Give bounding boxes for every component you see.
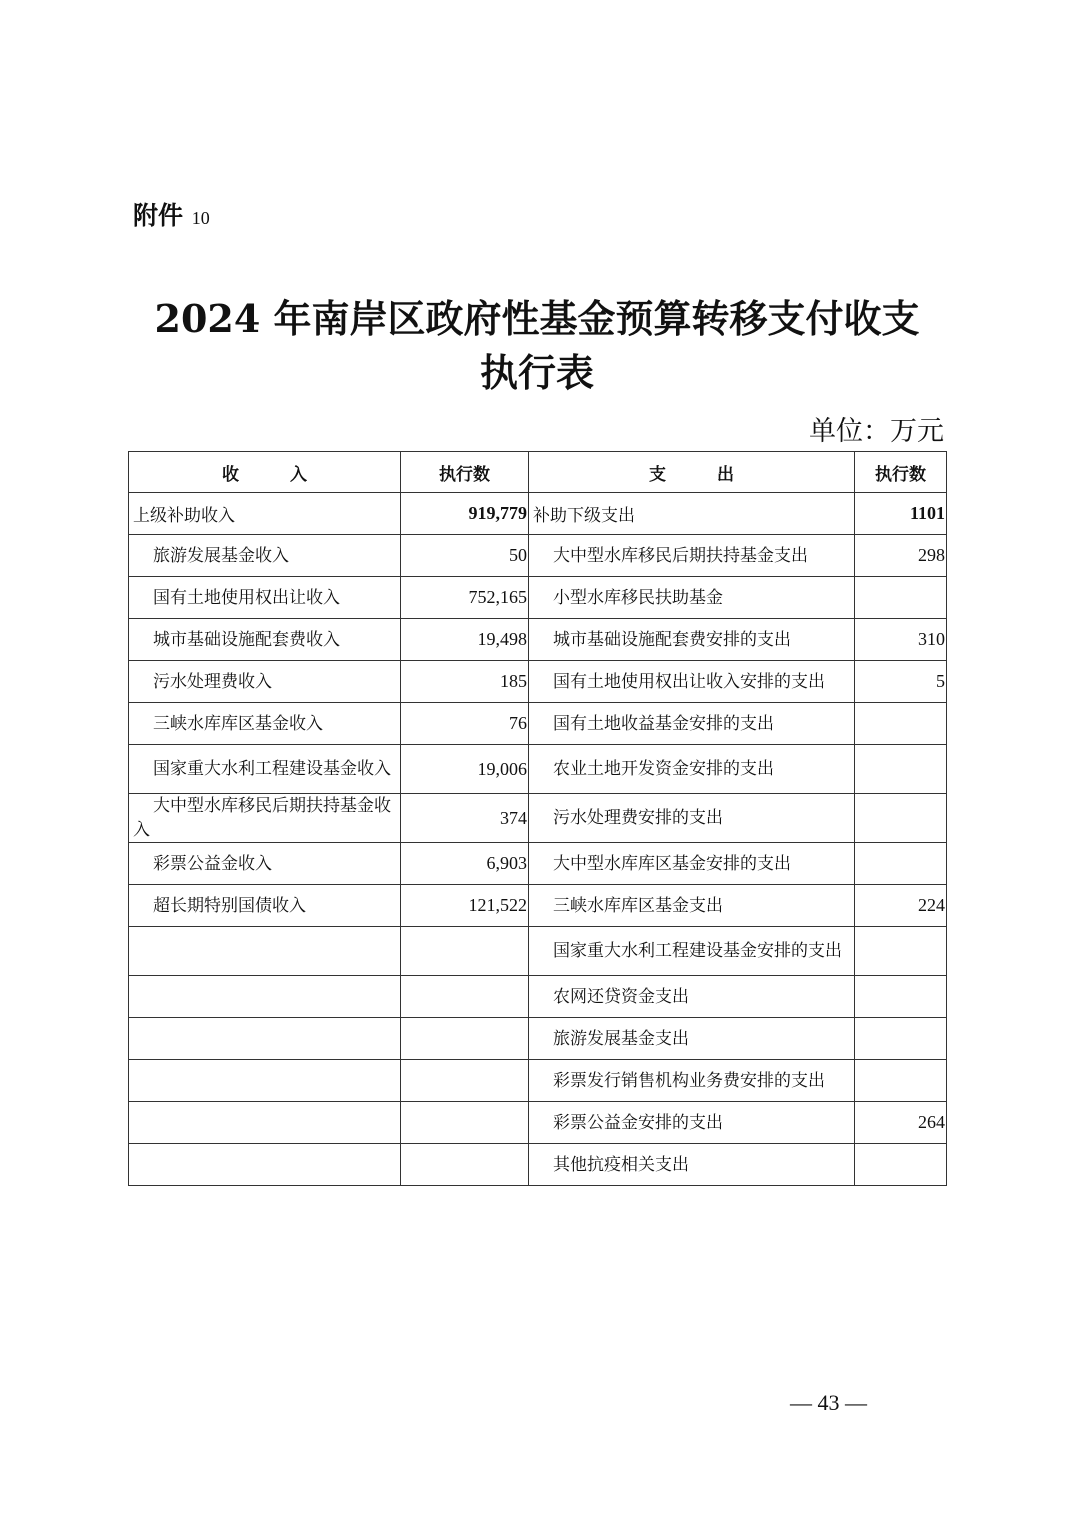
table-row — [129, 577, 947, 619]
table-row — [129, 1102, 947, 1144]
expense-cell: 彩票发行销售机构业务费安排的支出 — [529, 1060, 855, 1102]
unit-label: 单位：万元 — [809, 416, 944, 447]
header-expense: 支 出 — [529, 452, 855, 493]
income-cell — [129, 1060, 401, 1102]
table-row — [129, 794, 947, 843]
income-cell: 超长期特别国债收入 — [129, 885, 401, 927]
expense-amount-cell: 224 — [855, 885, 947, 927]
expense-amount-cell: 264 — [855, 1102, 947, 1144]
expense-cell: 农网还贷资金支出 — [529, 976, 855, 1018]
expense-cell: 大中型水库移民后期扶持基金支出 — [529, 535, 855, 577]
income-amount-cell: 752,165 — [401, 577, 529, 619]
income-cell: 大中型水库移民后期扶持基金收入 — [129, 794, 401, 843]
page-number: — 43 — — [790, 1390, 867, 1415]
expense-amount-cell — [855, 843, 947, 885]
income-amount-cell: 19,498 — [401, 619, 529, 661]
income-amount-cell — [401, 1060, 529, 1102]
expense-amount-cell — [855, 577, 947, 619]
attachment-label-text: 附件 — [133, 201, 184, 230]
expense-amount-cell — [855, 745, 947, 794]
income-amount-cell: 121,522 — [401, 885, 529, 927]
expense-cell: 城市基础设施配套费安排的支出 — [529, 619, 855, 661]
expense-amount-cell: 310 — [855, 619, 947, 661]
table-row — [129, 661, 947, 703]
expense-cell: 其他抗疫相关支出 — [529, 1144, 855, 1186]
income-amount-cell: 76 — [401, 703, 529, 745]
table-row — [129, 843, 947, 885]
income-cell: 上级补助收入 — [129, 493, 401, 535]
expense-amount-cell — [855, 1060, 947, 1102]
income-amount-cell: 919,779 — [401, 493, 529, 535]
income-cell: 旅游发展基金收入 — [129, 535, 401, 577]
income-cell — [129, 1018, 401, 1060]
expense-cell: 补助下级支出 — [529, 493, 855, 535]
expense-cell: 国有土地收益基金安排的支出 — [529, 703, 855, 745]
title-line-2: 执行表 — [479, 350, 594, 395]
expense-cell: 农业土地开发资金安排的支出 — [529, 745, 855, 794]
expense-cell: 旅游发展基金支出 — [529, 1018, 855, 1060]
table-row — [129, 703, 947, 745]
expense-amount-cell: 5 — [855, 661, 947, 703]
income-amount-cell: 19,006 — [401, 745, 529, 794]
income-cell: 城市基础设施配套费收入 — [129, 619, 401, 661]
expense-amount-cell — [855, 1018, 947, 1060]
expense-amount-cell — [855, 927, 947, 976]
income-amount-cell: 185 — [401, 661, 529, 703]
table-row — [129, 535, 947, 577]
table-row — [129, 1060, 947, 1102]
header-expense-amount: 执行数 — [855, 452, 947, 493]
expense-cell: 大中型水库库区基金安排的支出 — [529, 843, 855, 885]
expense-cell: 污水处理费安排的支出 — [529, 794, 855, 843]
table-row — [129, 927, 947, 976]
expense-amount-cell — [855, 703, 947, 745]
table-row — [129, 885, 947, 927]
income-cell — [129, 1102, 401, 1144]
income-amount-cell — [401, 1018, 529, 1060]
income-amount-cell: 6,903 — [401, 843, 529, 885]
table-row — [129, 1018, 947, 1060]
header-income-amount: 执行数 — [401, 452, 529, 493]
table-row — [129, 745, 947, 794]
expense-amount-cell — [855, 794, 947, 843]
budget-table — [128, 451, 947, 1186]
income-amount-cell — [401, 976, 529, 1018]
income-cell — [129, 927, 401, 976]
table-header-row — [129, 452, 947, 493]
attachment-label — [133, 196, 211, 232]
expense-amount-cell — [855, 976, 947, 1018]
table-row — [129, 493, 947, 535]
expense-amount-cell: 298 — [855, 535, 947, 577]
expense-cell: 国有土地使用权出让收入安排的支出 — [529, 661, 855, 703]
income-amount-cell — [401, 927, 529, 976]
income-cell: 彩票公益金收入 — [129, 843, 401, 885]
income-amount-cell — [401, 1144, 529, 1186]
table-row — [129, 976, 947, 1018]
income-amount-cell: 50 — [401, 535, 529, 577]
expense-cell: 三峡水库库区基金支出 — [529, 885, 855, 927]
income-cell: 国家重大水利工程建设基金收入 — [129, 745, 401, 794]
income-cell: 污水处理费收入 — [129, 661, 401, 703]
income-amount-cell — [401, 1102, 529, 1144]
income-amount-cell: 374 — [401, 794, 529, 843]
income-cell — [129, 1144, 401, 1186]
expense-amount-cell — [855, 1144, 947, 1186]
income-cell — [129, 976, 401, 1018]
expense-cell: 小型水库移民扶助基金 — [529, 577, 855, 619]
expense-cell: 国家重大水利工程建设基金安排的支出 — [529, 927, 855, 976]
table-row — [129, 619, 947, 661]
table-row — [129, 1144, 947, 1186]
title-line-1: 2024 年南岸区政府性基金预算转移支付收支 — [154, 296, 920, 341]
header-income: 收 入 — [129, 452, 401, 493]
income-cell: 国有土地使用权出让收入 — [129, 577, 401, 619]
attachment-number: 10 — [191, 208, 210, 228]
expense-cell: 彩票公益金安排的支出 — [529, 1102, 855, 1144]
expense-amount-cell: 1101 — [855, 493, 947, 535]
income-cell: 三峡水库库区基金收入 — [129, 703, 401, 745]
page-title — [100, 292, 974, 400]
